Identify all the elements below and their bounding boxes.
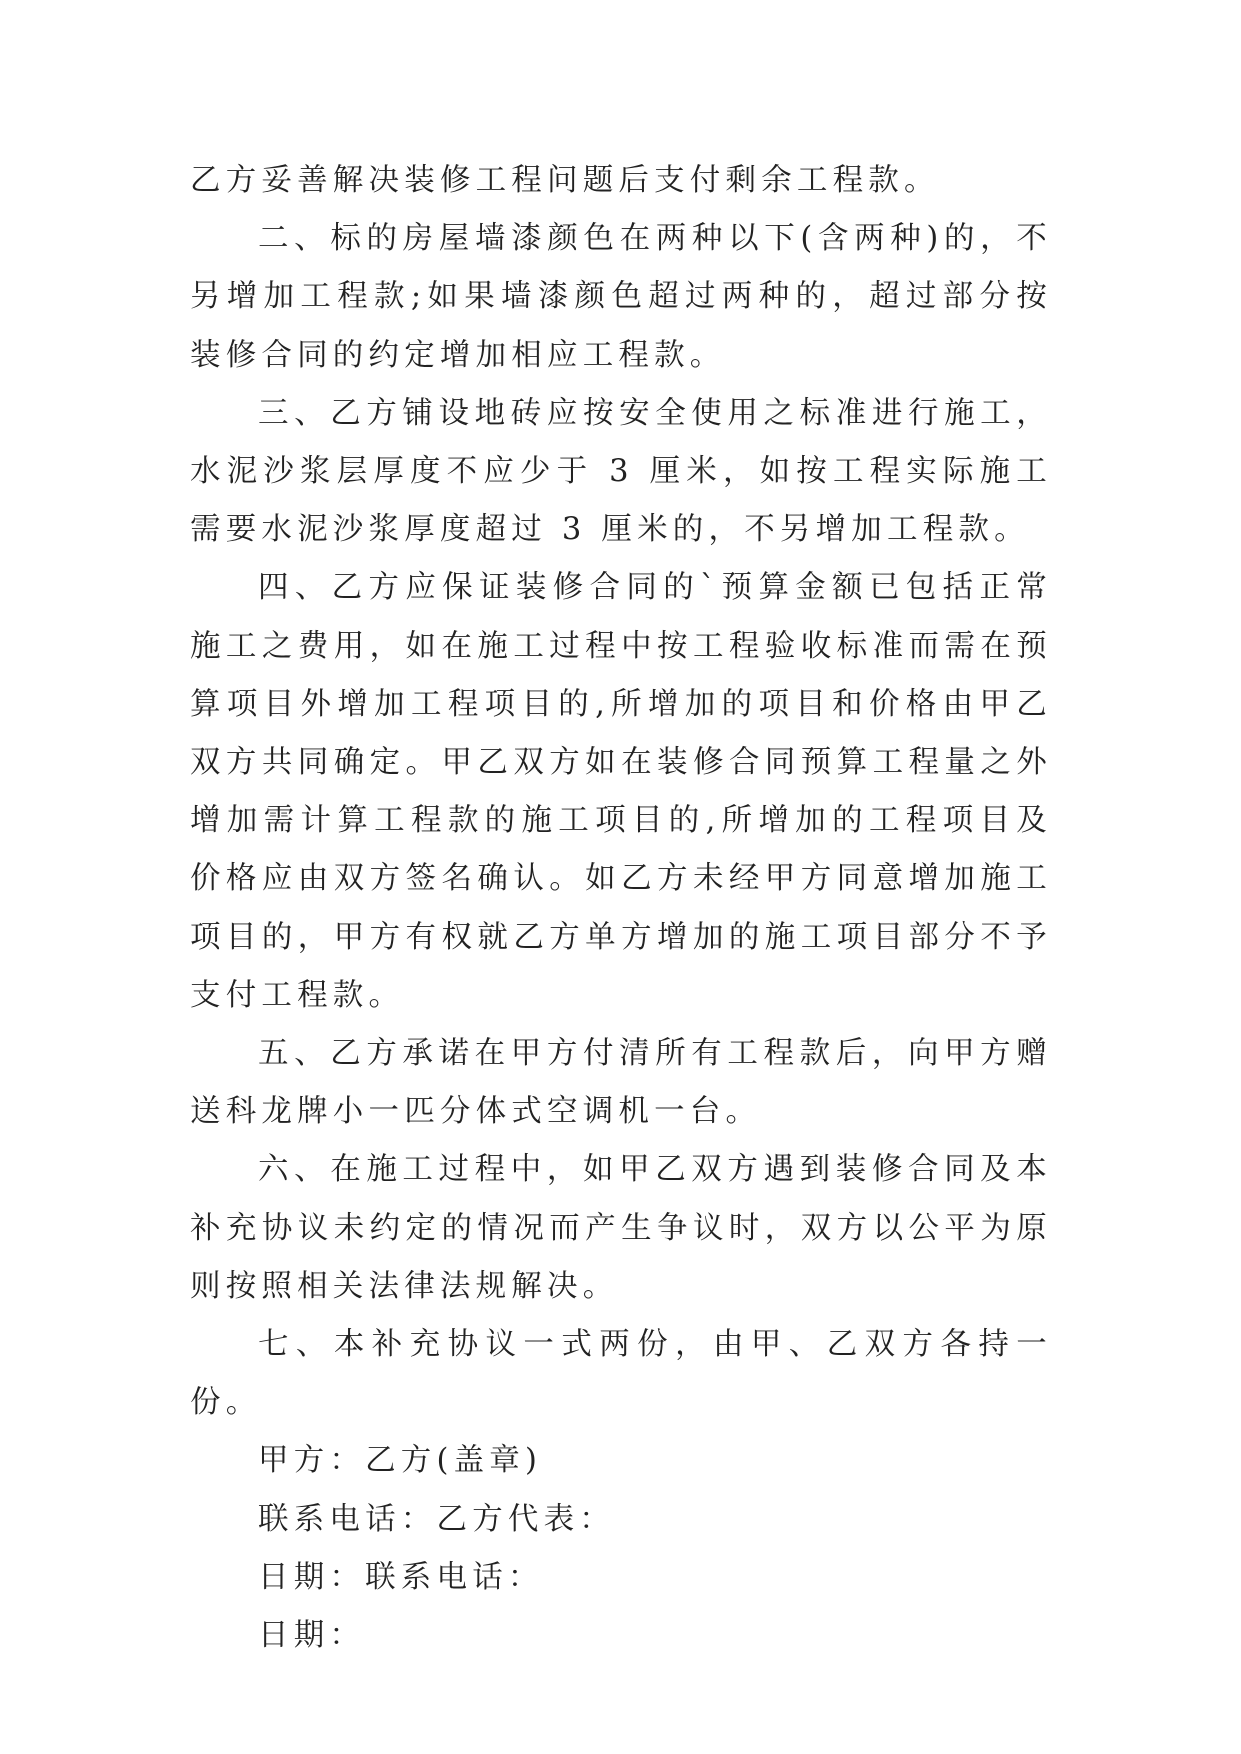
signature-date-line: 日期：联系电话： xyxy=(258,1559,544,1595)
paragraph-continuation: 乙方妥善解决装修工程问题后支付剩余工程款。 xyxy=(190,163,940,198)
clause-2: 二、标的房屋墙漆颜色在两种以下(含两种)的，不另增加工程款;如果墙漆颜色超过两种的，超过部分按装修合同的约定增加相应工程款。 xyxy=(190,221,1052,373)
clause-7: 七、本补充协议一式两份，由甲、乙双方各持一份。 xyxy=(190,1327,1052,1421)
signature-date-line-2: 日期： xyxy=(258,1618,366,1654)
clause-6: 六、在施工过程中，如甲乙双方遇到装修合同及本补充协议未约定的情况而产生争议时，双方以公平为原则按照相关法律法规解决。 xyxy=(190,1152,1052,1304)
signature-party-line: 甲方：乙方(盖章) xyxy=(258,1443,543,1479)
signature-phone-line: 联系电话：乙方代表： xyxy=(258,1501,615,1537)
clause-5: 五、乙方承诺在甲方付清所有工程款后，向甲方赠送科龙牌小一匹分体式空调机一台。 xyxy=(190,1036,1052,1130)
document-body xyxy=(190,152,1052,1665)
clause-4: 四、乙方应保证装修合同的`预算金额已包括正常施工之费用，如在施工过程中按工程验收标准而需在预算项目外增加工程项目的,所增加的项目和价格由甲乙双方共同确定。甲乙双方如在装修合同预算工程量之外增加需计算工程款的施工项目的,所增加的工程项目及价格应由双方签名确认。如乙方未经甲方同意增加施工项目的，甲方有权就乙方单方增加的施工项目部分不予支付工程款。 xyxy=(190,570,1052,1013)
clause-3: 三、乙方铺设地砖应按安全使用之标准进行施工，水泥沙浆层厚度不应少于 3 厘米，如按工程实际施工需要水泥沙浆厚度超过 3 厘米的，不另增加工程款。 xyxy=(190,395,1052,548)
